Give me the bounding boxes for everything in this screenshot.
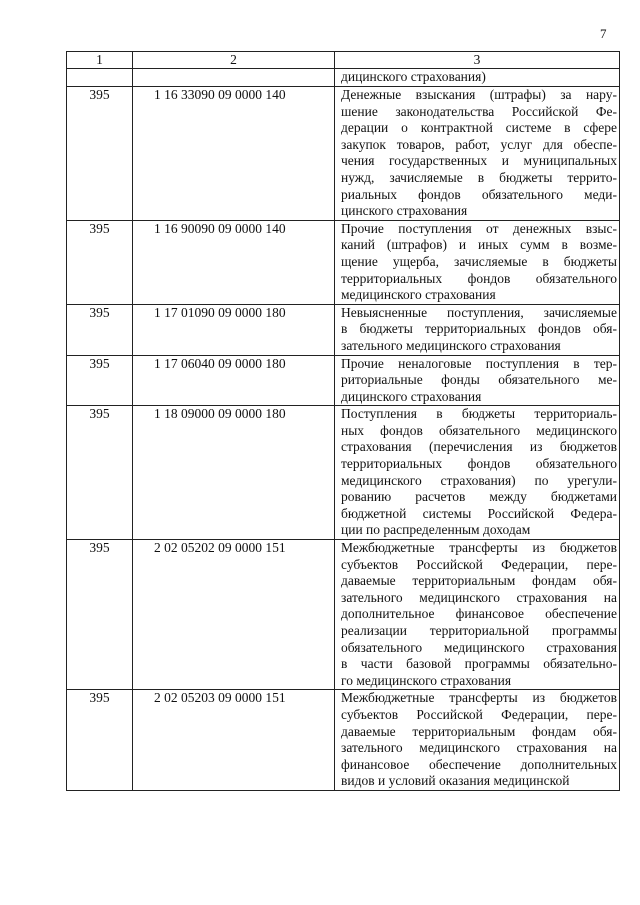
- revenue-description-cell: [335, 304, 620, 355]
- budget-classification-code-cell: 1 16 90090 09 0000 140: [133, 220, 335, 304]
- table-body: [67, 69, 620, 791]
- description-line: бюджетной системы Российской Федера-: [341, 505, 617, 521]
- table-row: [67, 690, 620, 791]
- description-line: риальных фондов обязательного меди-: [341, 186, 617, 202]
- budget-classification-code-cell: 1 17 06040 09 0000 180: [133, 355, 335, 406]
- admin-code-cell: 395: [67, 540, 133, 690]
- table-header-row: [67, 52, 620, 69]
- revenue-description-cell: [335, 406, 620, 540]
- revenue-description-cell: [335, 87, 620, 221]
- budget-classification-code-cell: 1 18 09000 09 0000 180: [133, 406, 335, 540]
- table-row: [67, 355, 620, 406]
- description-line: зательного медицинского страхования: [341, 337, 561, 353]
- description-line: Поступления в бюджеты территориаль-: [341, 406, 617, 422]
- description-line: обязательного медицинского страхования: [341, 639, 617, 655]
- description-line: медицинского страхования: [341, 287, 496, 303]
- continuation-text: дицинского страхования): [335, 69, 620, 87]
- description-line: страхования (перечисления из бюджетов: [341, 439, 617, 455]
- description-line: шение законодательства Российской Фе-: [341, 103, 617, 119]
- description-line: видов и условий оказания медицинской: [341, 773, 570, 789]
- description-line: финансовое обеспечение дополнительных: [341, 756, 617, 772]
- description-line: субъектов Российской Федерации, пере-: [341, 556, 617, 572]
- description-line: нужд, зачисляемые в бюджеты террито-: [341, 169, 617, 185]
- revenue-description-cell: [335, 540, 620, 690]
- table-row: [67, 220, 620, 304]
- continuation-empty-cell: [133, 69, 335, 87]
- description-line: Невыясненные поступления, зачисляемые: [341, 304, 617, 320]
- continuation-row: [67, 69, 620, 87]
- description-line: ных фондов обязательного медицинского: [341, 422, 617, 438]
- description-line: в части базовой программы обязательно-: [341, 656, 617, 672]
- description-line: риториальные фонды обязательного ме-: [341, 372, 617, 388]
- admin-code-cell: 395: [67, 406, 133, 540]
- description-line: Межбюджетные трансферты из бюджетов: [341, 690, 617, 706]
- budget-classification-code-cell: 2 02 05203 09 0000 151: [133, 690, 335, 791]
- description-line: го медицинского страхования: [341, 672, 512, 688]
- admin-code-cell: 395: [67, 220, 133, 304]
- budget-classification-code-cell: 1 16 33090 09 0000 140: [133, 87, 335, 221]
- description-line: ции по распределенным доходам: [341, 522, 531, 538]
- description-line: Прочие неналоговые поступления в тер-: [341, 355, 617, 371]
- admin-code-cell: 395: [67, 690, 133, 791]
- budget-classification-code-cell: 2 02 05202 09 0000 151: [133, 540, 335, 690]
- admin-code-cell: 395: [67, 355, 133, 406]
- description-line: даваемые территориальным фондам обя-: [341, 573, 617, 589]
- description-line: дерации о контрактной системе в сфере: [341, 120, 617, 136]
- revenue-description-cell: [335, 355, 620, 406]
- revenue-description-cell: [335, 690, 620, 791]
- continuation-empty-cell: [67, 69, 133, 87]
- description-line: территориальных фондов обязательного: [341, 456, 617, 472]
- budget-classification-code-cell: 1 17 01090 09 0000 180: [133, 304, 335, 355]
- description-line: в бюджеты территориальных фондов обя-: [341, 321, 617, 337]
- revenue-codes-table: [66, 51, 620, 791]
- table-row: [67, 87, 620, 221]
- description-line: реализации территориальной программы: [341, 623, 617, 638]
- table-row: [67, 304, 620, 355]
- description-line: медицинского страхования) по урегули-: [341, 472, 617, 488]
- description-line: зательного медицинского страхования на: [341, 740, 617, 756]
- description-line: чения государственных и муниципальных: [341, 153, 617, 169]
- admin-code-cell: 395: [67, 304, 133, 355]
- description-line: щение ущерба, зачисляемые в бюджеты: [341, 253, 617, 269]
- column-header-3: 3: [335, 52, 620, 69]
- description-line: Межбюджетные трансферты из бюджетов: [341, 540, 617, 556]
- table-row: [67, 540, 620, 690]
- description-line: дицинского страхования: [341, 388, 482, 404]
- description-line: дополнительное финансовое обеспечение: [341, 606, 617, 622]
- description-line: зательного медицинского страхования на: [341, 589, 617, 605]
- admin-code-cell: 395: [67, 87, 133, 221]
- description-line: каний (штрафов) и иных сумм в возме-: [341, 237, 617, 253]
- column-header-2: 2: [133, 52, 335, 69]
- revenue-description-cell: [335, 220, 620, 304]
- description-line: цинского страхования: [341, 203, 468, 219]
- description-line: Прочие поступления от денежных взыс-: [341, 220, 617, 236]
- description-line: даваемые территориальным фондам обя-: [341, 723, 617, 739]
- description-line: Денежные взыскания (штрафы) за нару-: [341, 87, 617, 102]
- description-line: рованию расчетов между бюджетами: [341, 489, 617, 505]
- description-line: субъектов Российской Федерации, пере-: [341, 706, 617, 722]
- description-line: территориальных фондов обязательного: [341, 270, 617, 286]
- table-row: [67, 406, 620, 540]
- column-header-1: 1: [67, 52, 133, 69]
- description-line: закупок товаров, работ, услуг для обеспе-: [341, 136, 617, 152]
- page-number: 7: [600, 26, 607, 41]
